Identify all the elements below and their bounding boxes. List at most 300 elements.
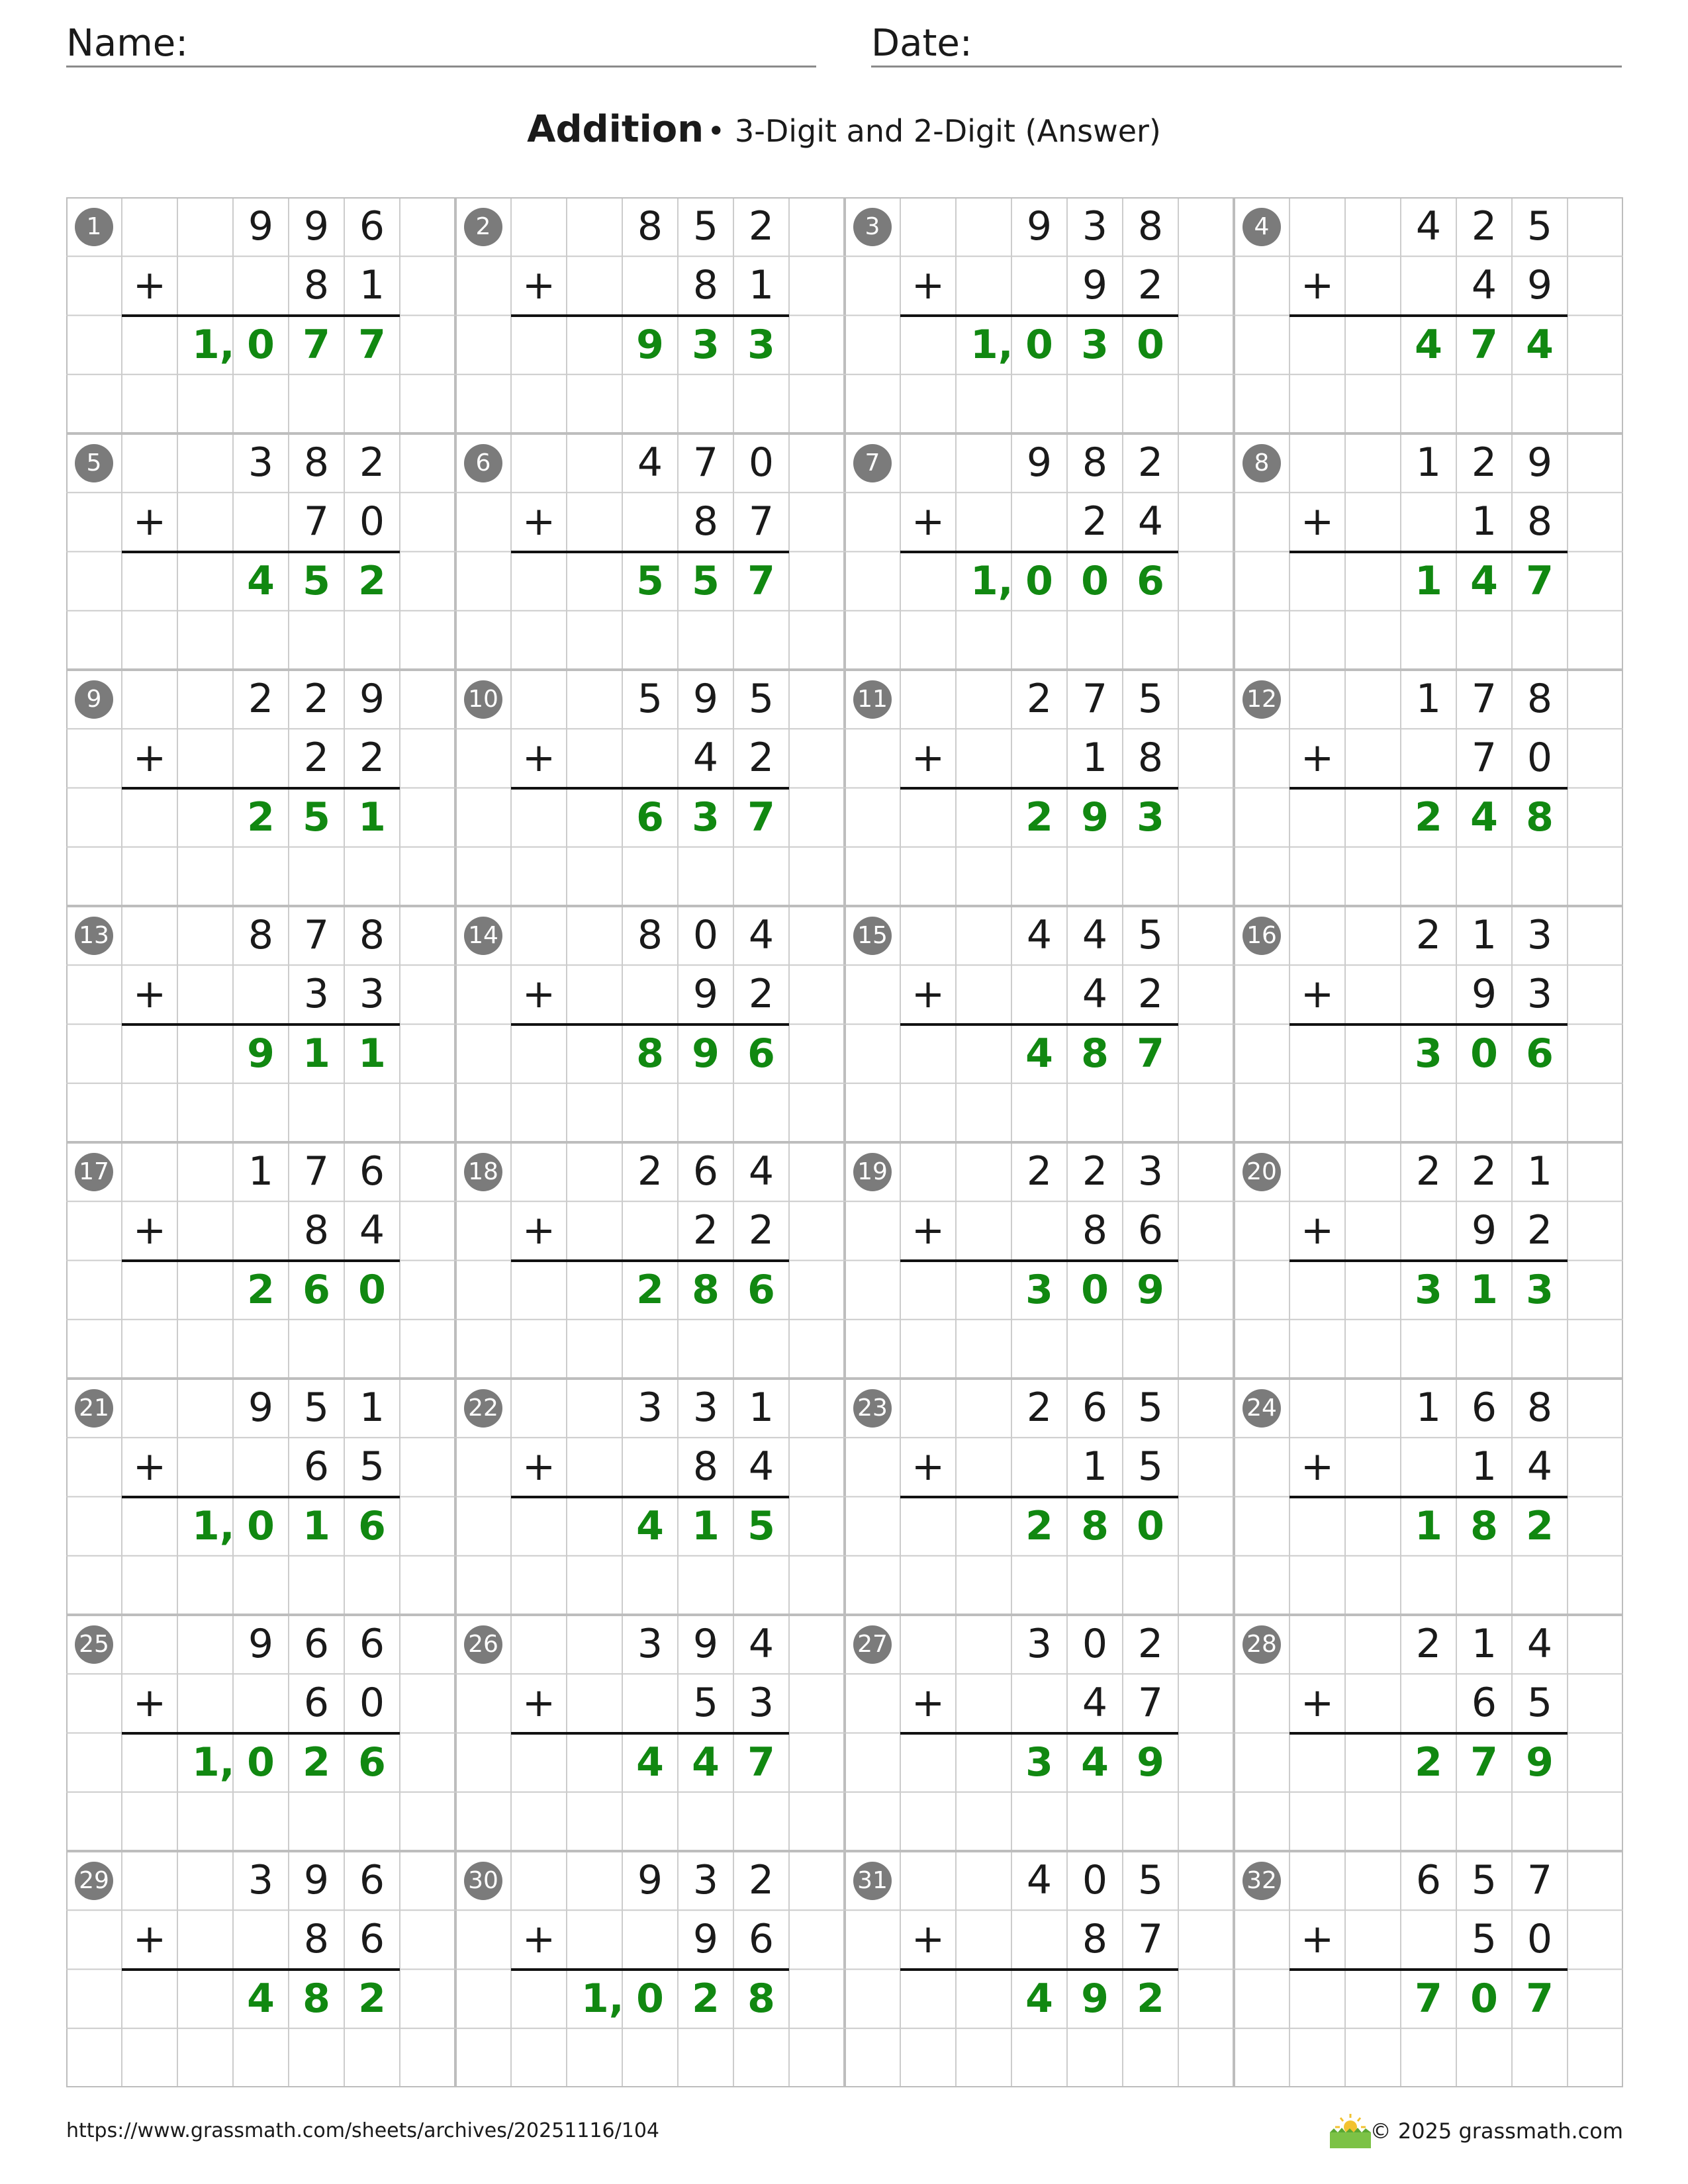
sum-answer-digit: 0 [1470, 1975, 1498, 2022]
sum-answer-digit: 6 [636, 794, 664, 841]
problem-17 [66, 1142, 455, 1379]
sum-answer-digit: 4 [247, 1975, 275, 2022]
plus-sign: + [132, 1916, 167, 1963]
sum-answer-digit: 2 [358, 557, 386, 604]
sum-answer-digit: 1, [192, 1502, 235, 1549]
name-field[interactable] [66, 20, 816, 68]
addend-top-digit: 2 [1471, 1148, 1497, 1195]
addend-top-digit: 0 [1082, 1621, 1108, 1667]
addend-bottom-digit: 4 [748, 1443, 774, 1490]
addend-top-digit: 2 [1082, 1148, 1108, 1195]
addend-top-digit: 5 [1137, 1857, 1164, 1903]
addend-bottom-digit: 6 [1471, 1680, 1497, 1727]
plus-sign: + [522, 1680, 556, 1727]
sum-answer-digit: 4 [247, 557, 275, 604]
sum-answer-digit: 8 [1081, 1502, 1109, 1549]
plus-sign: + [911, 1207, 945, 1254]
addend-bottom-digit: 8 [692, 498, 719, 545]
problem-number-badge: 12 [1243, 680, 1281, 719]
plus-sign: + [132, 971, 167, 1018]
sum-answer-digit: 2 [247, 1266, 275, 1313]
addend-bottom-digit: 1 [359, 262, 385, 309]
problem-12 [1234, 670, 1623, 906]
plus-sign: + [522, 1916, 556, 1963]
footer-url[interactable]: https://www.grassmath.com/sheets/archives/20251116/104 [66, 2119, 660, 2142]
sum-answer-digit: 1 [1470, 1266, 1498, 1313]
problem-7 [845, 433, 1234, 670]
addend-bottom-digit: 4 [1082, 971, 1108, 1018]
addend-bottom-digit: 2 [359, 735, 385, 782]
addend-top-digit: 5 [1526, 203, 1553, 250]
addend-bottom-digit: 9 [1471, 1207, 1497, 1254]
addend-top-digit: 4 [637, 439, 663, 486]
addend-top-digit: 1 [248, 1148, 274, 1195]
sum-answer-digit: 0 [1081, 557, 1109, 604]
addend-bottom-digit: 6 [748, 1916, 774, 1963]
sum-answer-digit: 2 [1415, 1739, 1442, 1786]
problem-11 [845, 670, 1234, 906]
problem-number-badge: 31 [853, 1862, 892, 1900]
problem-1 [66, 197, 455, 433]
addend-bottom-digit: 8 [303, 262, 330, 309]
addend-top-digit: 2 [248, 676, 274, 722]
addend-top-digit: 6 [359, 1621, 385, 1667]
sum-answer-digit: 7 [747, 1739, 775, 1786]
sum-answer-digit: 4 [1526, 321, 1554, 368]
plus-sign: + [1300, 1443, 1335, 1490]
addend-top-digit: 2 [748, 203, 774, 250]
addend-bottom-digit: 3 [748, 1680, 774, 1727]
addend-bottom-digit: 3 [1526, 971, 1553, 1018]
sum-answer-digit: 9 [1081, 794, 1109, 841]
problem-16 [1234, 906, 1623, 1142]
plus-sign: + [132, 262, 167, 309]
sum-answer-digit: 1 [358, 1030, 386, 1077]
problem-30 [455, 1851, 845, 2087]
sum-answer-digit: 0 [1025, 321, 1053, 368]
plus-sign: + [911, 262, 945, 309]
problem-28 [1234, 1615, 1623, 1851]
sum-answer-digit: 5 [303, 794, 330, 841]
sum-answer-digit: 4 [1470, 557, 1498, 604]
addend-bottom-digit: 8 [1137, 735, 1164, 782]
sum-answer-digit: 0 [247, 1502, 275, 1549]
addend-top-digit: 2 [637, 1148, 663, 1195]
problem-grid [66, 197, 1623, 2087]
addend-top-digit: 3 [692, 1385, 719, 1431]
addend-bottom-digit: 8 [1082, 1207, 1108, 1254]
problem-number-badge: 10 [464, 680, 502, 719]
name-line [66, 66, 816, 68]
sum-answer-digit: 6 [358, 1502, 386, 1549]
plus-sign: + [1300, 735, 1335, 782]
sum-answer-digit: 5 [303, 557, 330, 604]
plus-sign: + [132, 735, 167, 782]
addend-bottom-digit: 0 [1526, 1916, 1553, 1963]
addend-bottom-digit: 4 [1471, 262, 1497, 309]
addend-bottom-digit: 6 [359, 1916, 385, 1963]
sum-answer-digit: 0 [358, 1266, 386, 1313]
problem-number-badge: 4 [1243, 208, 1281, 246]
plus-sign: + [1300, 1916, 1335, 1963]
sum-answer-digit: 2 [358, 1975, 386, 2022]
plus-sign: + [132, 1443, 167, 1490]
addend-top-digit: 6 [359, 1148, 385, 1195]
worksheet-title [0, 106, 1688, 162]
problem-number-badge: 13 [75, 917, 113, 955]
addend-top-digit: 3 [637, 1621, 663, 1667]
addend-top-digit: 3 [248, 1857, 274, 1903]
addend-top-digit: 2 [359, 439, 385, 486]
plus-sign: + [1300, 1680, 1335, 1727]
problem-number-badge: 18 [464, 1153, 502, 1191]
problem-number-badge: 32 [1243, 1862, 1281, 1900]
addend-top-digit: 1 [359, 1385, 385, 1431]
problem-23 [845, 1379, 1234, 1615]
problem-number-badge: 26 [464, 1625, 502, 1664]
sum-answer-digit: 1 [1415, 557, 1442, 604]
sum-answer-digit: 1, [581, 1975, 624, 2022]
addend-top-digit: 2 [1471, 203, 1497, 250]
sum-answer-digit: 0 [1081, 1266, 1109, 1313]
problem-4 [1234, 197, 1623, 433]
addend-top-digit: 5 [1471, 1857, 1497, 1903]
addend-top-digit: 4 [1026, 912, 1053, 958]
problem-10 [455, 670, 845, 906]
addend-top-digit: 7 [1082, 676, 1108, 722]
sum-answer-digit: 8 [1470, 1502, 1498, 1549]
problem-number-badge: 30 [464, 1862, 502, 1900]
addend-top-digit: 5 [1137, 676, 1164, 722]
sum-answer-digit: 2 [247, 794, 275, 841]
problem-number-badge: 14 [464, 917, 502, 955]
addend-top-digit: 8 [1526, 1385, 1553, 1431]
addend-bottom-digit: 6 [1137, 1207, 1164, 1254]
addend-top-digit: 2 [1415, 1148, 1442, 1195]
addend-top-digit: 1 [1415, 439, 1442, 486]
problem-27 [845, 1615, 1234, 1851]
problem-number-badge: 20 [1243, 1153, 1281, 1191]
sum-answer-digit: 0 [247, 1739, 275, 1786]
problem-20 [1234, 1142, 1623, 1379]
addend-top-digit: 8 [1137, 203, 1164, 250]
sum-answer-digit: 3 [1415, 1030, 1442, 1077]
problem-6 [455, 433, 845, 670]
sum-answer-digit: 0 [247, 321, 275, 368]
plus-sign: + [1300, 498, 1335, 545]
addend-top-digit: 8 [1526, 676, 1553, 722]
addend-top-digit: 2 [1415, 912, 1442, 958]
addend-bottom-digit: 5 [692, 1680, 719, 1727]
addend-top-digit: 9 [359, 676, 385, 722]
problem-26 [455, 1615, 845, 1851]
addend-top-digit: 2 [303, 676, 330, 722]
sum-answer-digit: 4 [636, 1739, 664, 1786]
addend-bottom-digit: 8 [303, 1916, 330, 1963]
addend-bottom-digit: 2 [748, 1207, 774, 1254]
sum-answer-digit: 3 [1025, 1739, 1053, 1786]
problem-31 [845, 1851, 1234, 2087]
addend-top-digit: 7 [303, 1148, 330, 1195]
addend-bottom-digit: 4 [1137, 498, 1164, 545]
addend-top-digit: 6 [359, 1857, 385, 1903]
sum-answer-digit: 6 [1137, 557, 1164, 604]
title-sub: • 3-Digit and 2-Digit (Answer) [707, 113, 1161, 149]
plus-sign: + [1300, 262, 1335, 309]
sum-answer-digit: 9 [1137, 1739, 1164, 1786]
addend-top-digit: 6 [1415, 1857, 1442, 1903]
addend-top-digit: 2 [1415, 1621, 1442, 1667]
sum-answer-digit: 1, [970, 321, 1013, 368]
addend-bottom-digit: 0 [359, 498, 385, 545]
problem-24 [1234, 1379, 1623, 1615]
addend-bottom-digit: 2 [692, 1207, 719, 1254]
sum-answer-digit: 8 [1526, 794, 1554, 841]
problem-14 [455, 906, 845, 1142]
addend-top-digit: 5 [748, 676, 774, 722]
sum-answer-digit: 8 [692, 1266, 720, 1313]
addend-top-digit: 4 [1026, 1857, 1053, 1903]
problem-number-badge: 6 [464, 444, 502, 482]
addend-bottom-digit: 2 [1526, 1207, 1553, 1254]
sum-answer-digit: 3 [747, 321, 775, 368]
sum-answer-digit: 1, [192, 321, 235, 368]
addend-top-digit: 4 [1526, 1621, 1553, 1667]
addend-top-digit: 5 [692, 203, 719, 250]
sum-answer-digit: 4 [1081, 1739, 1109, 1786]
addend-top-digit: 8 [359, 912, 385, 958]
plus-sign: + [522, 1443, 556, 1490]
problem-19 [845, 1142, 1234, 1379]
addend-top-digit: 2 [1471, 439, 1497, 486]
addend-top-digit: 4 [748, 1621, 774, 1667]
sum-answer-digit: 2 [303, 1739, 330, 1786]
addend-top-digit: 8 [248, 912, 274, 958]
addend-top-digit: 9 [248, 203, 274, 250]
problem-number-badge: 5 [75, 444, 113, 482]
sum-answer-digit: 3 [1081, 321, 1109, 368]
sum-answer-digit: 0 [1137, 1502, 1164, 1549]
sum-answer-digit: 8 [303, 1975, 330, 2022]
problem-number-badge: 25 [75, 1625, 113, 1664]
sum-answer-digit: 1, [970, 557, 1013, 604]
addend-bottom-digit: 1 [748, 262, 774, 309]
addend-bottom-digit: 1 [1471, 1443, 1497, 1490]
sum-answer-digit: 5 [692, 557, 720, 604]
sum-answer-digit: 5 [636, 557, 664, 604]
addend-top-digit: 2 [1137, 439, 1164, 486]
addend-bottom-digit: 4 [692, 735, 719, 782]
addend-bottom-digit: 9 [692, 971, 719, 1018]
addend-top-digit: 9 [692, 1621, 719, 1667]
addend-top-digit: 7 [692, 439, 719, 486]
addend-top-digit: 9 [1026, 439, 1053, 486]
addend-top-digit: 3 [1082, 203, 1108, 250]
sum-answer-digit: 2 [1415, 794, 1442, 841]
addend-bottom-digit: 8 [1082, 1916, 1108, 1963]
sum-answer-digit: 5 [747, 1502, 775, 1549]
plus-sign: + [911, 1916, 945, 1963]
sum-answer-digit: 7 [747, 794, 775, 841]
addend-top-digit: 2 [1026, 1148, 1053, 1195]
sum-answer-digit: 7 [1526, 557, 1554, 604]
addend-top-digit: 9 [1526, 439, 1553, 486]
addend-bottom-digit: 5 [359, 1443, 385, 1490]
addend-bottom-digit: 2 [748, 971, 774, 1018]
sum-answer-digit: 2 [1137, 1975, 1164, 2022]
problem-25 [66, 1615, 455, 1851]
addend-top-digit: 0 [1082, 1857, 1108, 1903]
addend-bottom-digit: 0 [359, 1680, 385, 1727]
sum-answer-digit: 7 [747, 557, 775, 604]
sum-answer-digit: 7 [358, 321, 386, 368]
problem-number-badge: 9 [75, 680, 113, 719]
sum-answer-digit: 0 [636, 1975, 664, 2022]
problem-2 [455, 197, 845, 433]
addend-bottom-digit: 2 [1137, 262, 1164, 309]
date-field[interactable] [871, 20, 1622, 68]
addend-bottom-digit: 8 [303, 1207, 330, 1254]
sum-answer-digit: 1 [692, 1502, 720, 1549]
sum-answer-digit: 8 [747, 1975, 775, 2022]
footer-copyright: © 2025 grassmath.com [1370, 2118, 1623, 2144]
addend-bottom-digit: 4 [359, 1207, 385, 1254]
addend-top-digit: 3 [1137, 1148, 1164, 1195]
problem-number-badge: 28 [1243, 1625, 1281, 1664]
sum-answer-digit: 7 [1137, 1030, 1164, 1077]
sum-answer-digit: 2 [692, 1975, 720, 2022]
problem-number-badge: 29 [75, 1862, 113, 1900]
addend-bottom-digit: 1 [1082, 1443, 1108, 1490]
addend-bottom-digit: 7 [303, 498, 330, 545]
addend-top-digit: 1 [1415, 676, 1442, 722]
sum-answer-digit: 1 [1415, 1502, 1442, 1549]
sum-answer-digit: 9 [692, 1030, 720, 1077]
plus-sign: + [132, 498, 167, 545]
plus-sign: + [1300, 971, 1335, 1018]
sum-answer-digit: 4 [1025, 1030, 1053, 1077]
plus-sign: + [522, 1207, 556, 1254]
addend-bottom-digit: 1 [1471, 498, 1497, 545]
problem-number-badge: 11 [853, 680, 892, 719]
addend-bottom-digit: 4 [1082, 1680, 1108, 1727]
sum-answer-digit: 4 [692, 1739, 720, 1786]
addend-top-digit: 7 [1526, 1857, 1553, 1903]
addend-top-digit: 8 [637, 203, 663, 250]
sum-answer-digit: 7 [1526, 1975, 1554, 2022]
sum-answer-digit: 3 [1137, 794, 1164, 841]
addend-top-digit: 4 [748, 912, 774, 958]
addend-top-digit: 9 [248, 1621, 274, 1667]
date-line [871, 66, 1622, 68]
addend-bottom-digit: 9 [1082, 262, 1108, 309]
addend-bottom-digit: 6 [303, 1443, 330, 1490]
addend-bottom-digit: 3 [359, 971, 385, 1018]
plus-sign: + [911, 1443, 945, 1490]
addend-bottom-digit: 7 [1471, 735, 1497, 782]
addend-bottom-digit: 9 [1471, 971, 1497, 1018]
sum-answer-digit: 2 [1526, 1502, 1554, 1549]
grass-sun-logo-icon [1327, 2111, 1374, 2151]
addend-bottom-digit: 5 [1526, 1680, 1553, 1727]
title-main: Addition [527, 108, 704, 151]
addend-top-digit: 8 [1082, 439, 1108, 486]
addend-top-digit: 9 [1026, 203, 1053, 250]
problem-21 [66, 1379, 455, 1615]
addend-bottom-digit: 2 [1137, 971, 1164, 1018]
plus-sign: + [911, 735, 945, 782]
addend-bottom-digit: 2 [1082, 498, 1108, 545]
addend-bottom-digit: 2 [303, 735, 330, 782]
sum-answer-digit: 8 [1081, 1030, 1109, 1077]
sum-answer-digit: 9 [1137, 1266, 1164, 1313]
sum-answer-digit: 4 [1025, 1975, 1053, 2022]
addend-bottom-digit: 4 [1526, 1443, 1553, 1490]
sum-answer-digit: 4 [1470, 794, 1498, 841]
addend-top-digit: 9 [303, 1857, 330, 1903]
addend-bottom-digit: 9 [692, 1916, 719, 1963]
sum-answer-digit: 2 [636, 1266, 664, 1313]
sum-answer-digit: 3 [692, 321, 720, 368]
sum-answer-digit: 7 [1470, 321, 1498, 368]
plus-sign: + [522, 498, 556, 545]
sum-answer-digit: 0 [1470, 1030, 1498, 1077]
plus-sign: + [132, 1207, 167, 1254]
addend-bottom-digit: 5 [1471, 1916, 1497, 1963]
sum-answer-digit: 2 [1025, 1502, 1053, 1549]
sum-answer-digit: 1, [192, 1739, 235, 1786]
addend-top-digit: 3 [248, 439, 274, 486]
sum-answer-digit: 3 [1025, 1266, 1053, 1313]
sum-answer-digit: 1 [358, 794, 386, 841]
sum-answer-digit: 3 [1415, 1266, 1442, 1313]
addend-top-digit: 2 [748, 1857, 774, 1903]
sum-answer-digit: 8 [636, 1030, 664, 1077]
addend-top-digit: 4 [1415, 203, 1442, 250]
addend-bottom-digit: 8 [692, 262, 719, 309]
sum-answer-digit: 7 [303, 321, 330, 368]
name-label: Name: [66, 22, 189, 65]
problem-number-badge: 22 [464, 1389, 502, 1428]
problem-number-badge: 15 [853, 917, 892, 955]
addend-top-digit: 1 [1415, 1385, 1442, 1431]
sum-answer-digit: 6 [303, 1266, 330, 1313]
addend-top-digit: 9 [303, 203, 330, 250]
addend-top-digit: 8 [637, 912, 663, 958]
sum-answer-digit: 9 [1081, 1975, 1109, 2022]
problem-3 [845, 197, 1234, 433]
addend-bottom-digit: 7 [1137, 1916, 1164, 1963]
sum-answer-digit: 7 [1470, 1739, 1498, 1786]
sum-answer-digit: 3 [1526, 1266, 1554, 1313]
addend-top-digit: 5 [1137, 1385, 1164, 1431]
sum-answer-digit: 0 [1025, 557, 1053, 604]
problem-number-badge: 7 [853, 444, 892, 482]
addend-bottom-digit: 7 [748, 498, 774, 545]
addend-bottom-digit: 6 [303, 1680, 330, 1727]
sum-answer-digit: 4 [1415, 321, 1442, 368]
problem-13 [66, 906, 455, 1142]
problem-number-badge: 3 [853, 208, 892, 246]
plus-sign: + [522, 971, 556, 1018]
addend-top-digit: 8 [303, 439, 330, 486]
sum-answer-digit: 6 [1526, 1030, 1554, 1077]
addend-top-digit: 1 [1471, 1621, 1497, 1667]
sum-answer-digit: 1 [303, 1502, 330, 1549]
addend-top-digit: 3 [1526, 912, 1553, 958]
sum-answer-digit: 9 [247, 1030, 275, 1077]
addend-top-digit: 6 [692, 1148, 719, 1195]
